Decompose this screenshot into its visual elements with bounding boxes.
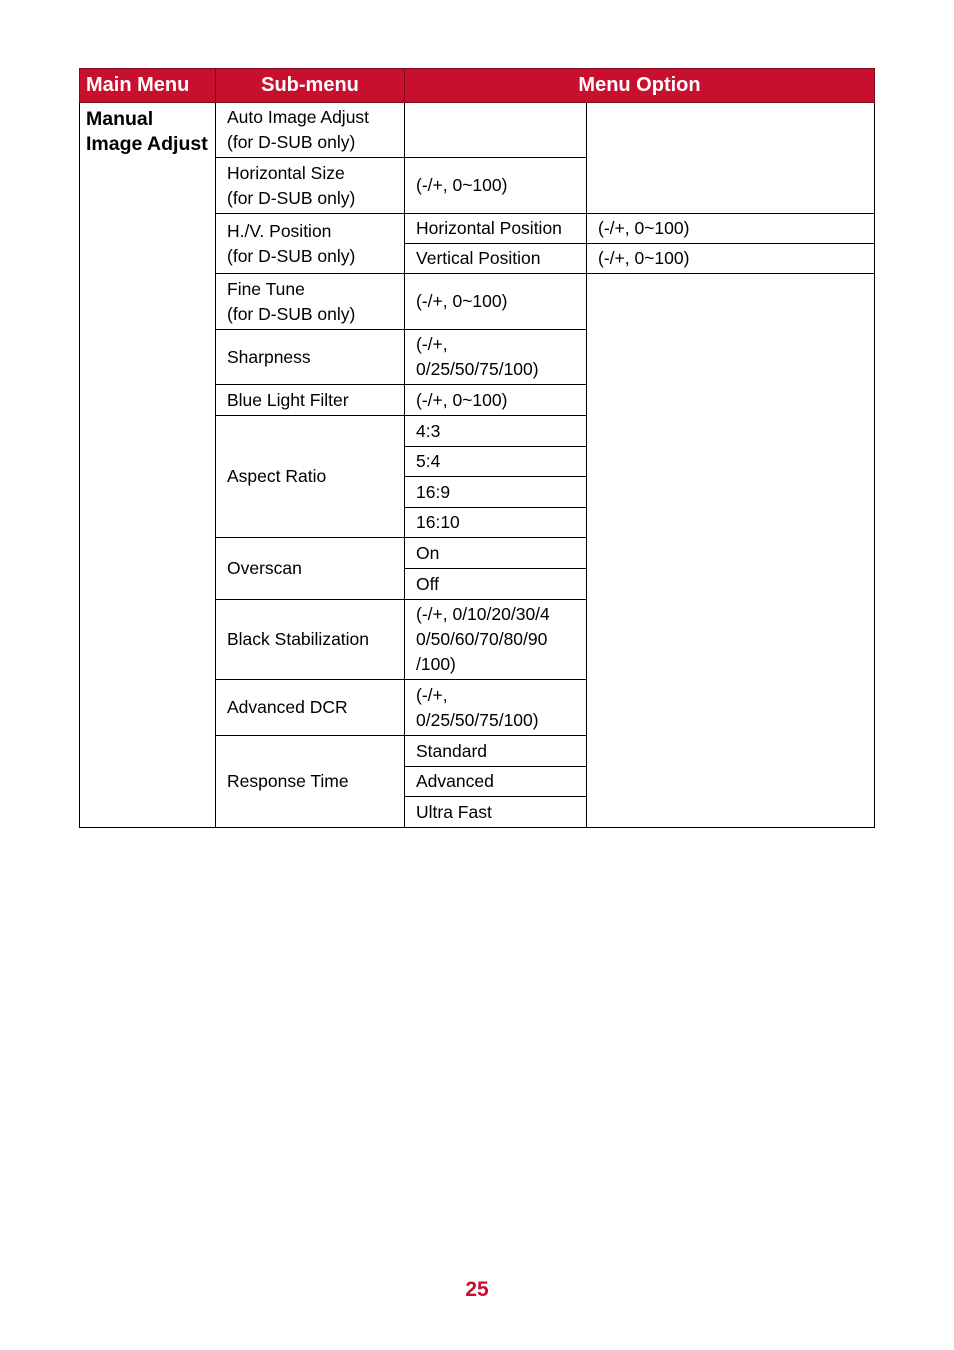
- submenu-advanced-dcr: Advanced DCR: [216, 680, 405, 736]
- submenu-aspect-ratio: Aspect Ratio: [216, 416, 405, 538]
- submenu-hv-position: H./V. Position (for D-SUB only): [216, 214, 405, 274]
- submenu-sharpness: Sharpness: [216, 330, 405, 385]
- page-number: 25: [465, 1278, 489, 1301]
- option-black-stabilization: (-/+, 0/10/20/30/4 0/50/60/70/80/90 /100): [405, 600, 587, 680]
- option-aspect-ratio: 16:10: [405, 508, 587, 538]
- option-vertical-position-range: (-/+, 0~100): [587, 244, 875, 274]
- submenu-black-stabilization: Black Stabilization: [216, 600, 405, 680]
- option-horizontal-size: (-/+, 0~100): [405, 158, 587, 214]
- header-row: [80, 69, 875, 103]
- submenu-horizontal-size: Horizontal Size (for D-SUB only): [216, 158, 405, 214]
- option-horizontal-position: Horizontal Position: [405, 214, 587, 244]
- main-menu-item: Manual Image Adjust: [80, 103, 216, 828]
- option-fine-tune: (-/+, 0~100): [405, 274, 587, 330]
- submenu-response-time: Response Time: [216, 736, 405, 828]
- option-empty: [405, 103, 587, 158]
- option-overscan: Off: [405, 569, 587, 600]
- option-horizontal-position-range: (-/+, 0~100): [587, 214, 875, 244]
- header-menu-option: Menu Option: [405, 69, 875, 103]
- option-vertical-position: Vertical Position: [405, 244, 587, 274]
- option-response-time: Ultra Fast: [405, 797, 587, 828]
- option-response-time: Standard: [405, 736, 587, 767]
- header-main-menu: Main Menu: [80, 69, 216, 103]
- option-overscan: On: [405, 538, 587, 569]
- option-advanced-dcr: (-/+, 0/25/50/75/100): [405, 680, 587, 736]
- option-sharpness: (-/+, 0/25/50/75/100): [405, 330, 587, 385]
- table-row: [80, 103, 875, 158]
- option-aspect-ratio: 16:9: [405, 477, 587, 508]
- option-blue-light-filter: (-/+, 0~100): [405, 385, 587, 416]
- option-response-time: Advanced: [405, 767, 587, 797]
- submenu-auto-image-adjust: Auto Image Adjust (for D-SUB only): [216, 103, 405, 158]
- menu-table: [79, 68, 875, 828]
- option-empty: [587, 103, 875, 214]
- option-empty: [587, 274, 875, 828]
- submenu-overscan: Overscan: [216, 538, 405, 600]
- header-sub-menu: Sub-menu: [216, 69, 405, 103]
- option-aspect-ratio: 4:3: [405, 416, 587, 447]
- option-aspect-ratio: 5:4: [405, 447, 587, 477]
- submenu-blue-light-filter: Blue Light Filter: [216, 385, 405, 416]
- submenu-fine-tune: Fine Tune (for D-SUB only): [216, 274, 405, 330]
